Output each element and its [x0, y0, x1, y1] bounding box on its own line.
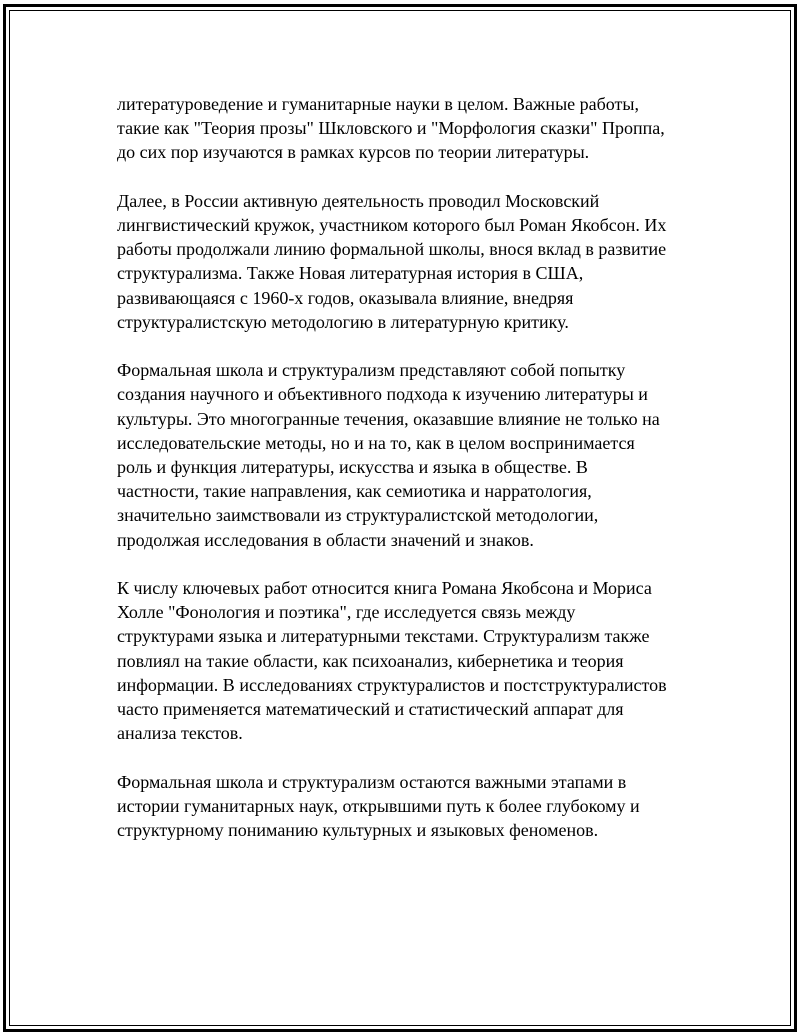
- text-line: структурному пониманию культурных и языковых феноменов.: [117, 820, 599, 841]
- text-line: структурами языка и литературными текстами. Структурализм также: [117, 626, 650, 647]
- paragraph-1: [117, 92, 707, 165]
- paragraph-5: [117, 770, 707, 843]
- text-line: роль и функция литературы, искусства и языка в обществе. В: [117, 457, 588, 478]
- paragraph-4: [117, 576, 707, 745]
- text-line: литературоведение и гуманитарные науки в целом. Важные работы,: [117, 94, 640, 114]
- text-line: лингвистический кружок, участником которого был Роман Якобсон. Их: [117, 215, 667, 235]
- text-line: Далее, в России активную деятельность проводил Московский: [117, 190, 600, 211]
- text-line: информации. В исследованиях структуралистов и постструктуралистов: [117, 674, 667, 695]
- paragraph-3: [117, 358, 707, 552]
- text-line: повлиял на такие области, как психоанализ, кибернетика и теория: [117, 650, 624, 671]
- text-line: структуралистскую методологию в литературную критику.: [117, 311, 569, 332]
- text-line: исследовательские методы, но и на то, как в целом воспринимается: [117, 432, 635, 453]
- text-line: развивающаяся с 1960-х годов, оказывала влияние, внедряя: [117, 287, 574, 308]
- text-line: Холле "Фонология и поэтика", где исследуется связь между: [117, 602, 576, 623]
- text-line: продолжая исследования в области значений и знаков.: [117, 529, 534, 550]
- document-body: [117, 92, 707, 866]
- text-line: анализа текстов.: [117, 723, 243, 744]
- text-line: значительно заимствовали из структуралистской методологии,: [117, 505, 599, 526]
- text-line: культуры. Это многогранные течения, оказавшие влияние не только на: [117, 408, 660, 429]
- text-line: частности, такие направления, как семиотика и нарратология,: [117, 481, 592, 502]
- text-line: часто применяется математический и статистический аппарат для: [117, 699, 624, 720]
- text-line: создания научного и объективного подхода к изучению литературы и: [117, 384, 648, 405]
- text-line: структурализма. Также Новая литературная история в США,: [117, 263, 584, 284]
- text-line: Формальная школа и структурализм остаются важными этапами в: [117, 771, 627, 792]
- text-line: до сих пор изучаются в рамках курсов по теории литературы.: [117, 142, 590, 163]
- text-line: истории гуманитарных наук, открывшими путь к более глубокому и: [117, 795, 640, 816]
- text-line: работы продолжали линию формальной школы, внося вклад в развитие: [117, 239, 667, 260]
- text-line: К числу ключевых работ относится книга Романа Якобсона и Мориса: [117, 578, 652, 599]
- text-line: Формальная школа и структурализм представляют собой попытку: [117, 360, 626, 381]
- document-page: [3, 4, 797, 1032]
- paragraph-2: [117, 189, 707, 334]
- text-line: такие как "Теория прозы" Шкловского и "Морфология сказки" Проппа,: [117, 118, 665, 139]
